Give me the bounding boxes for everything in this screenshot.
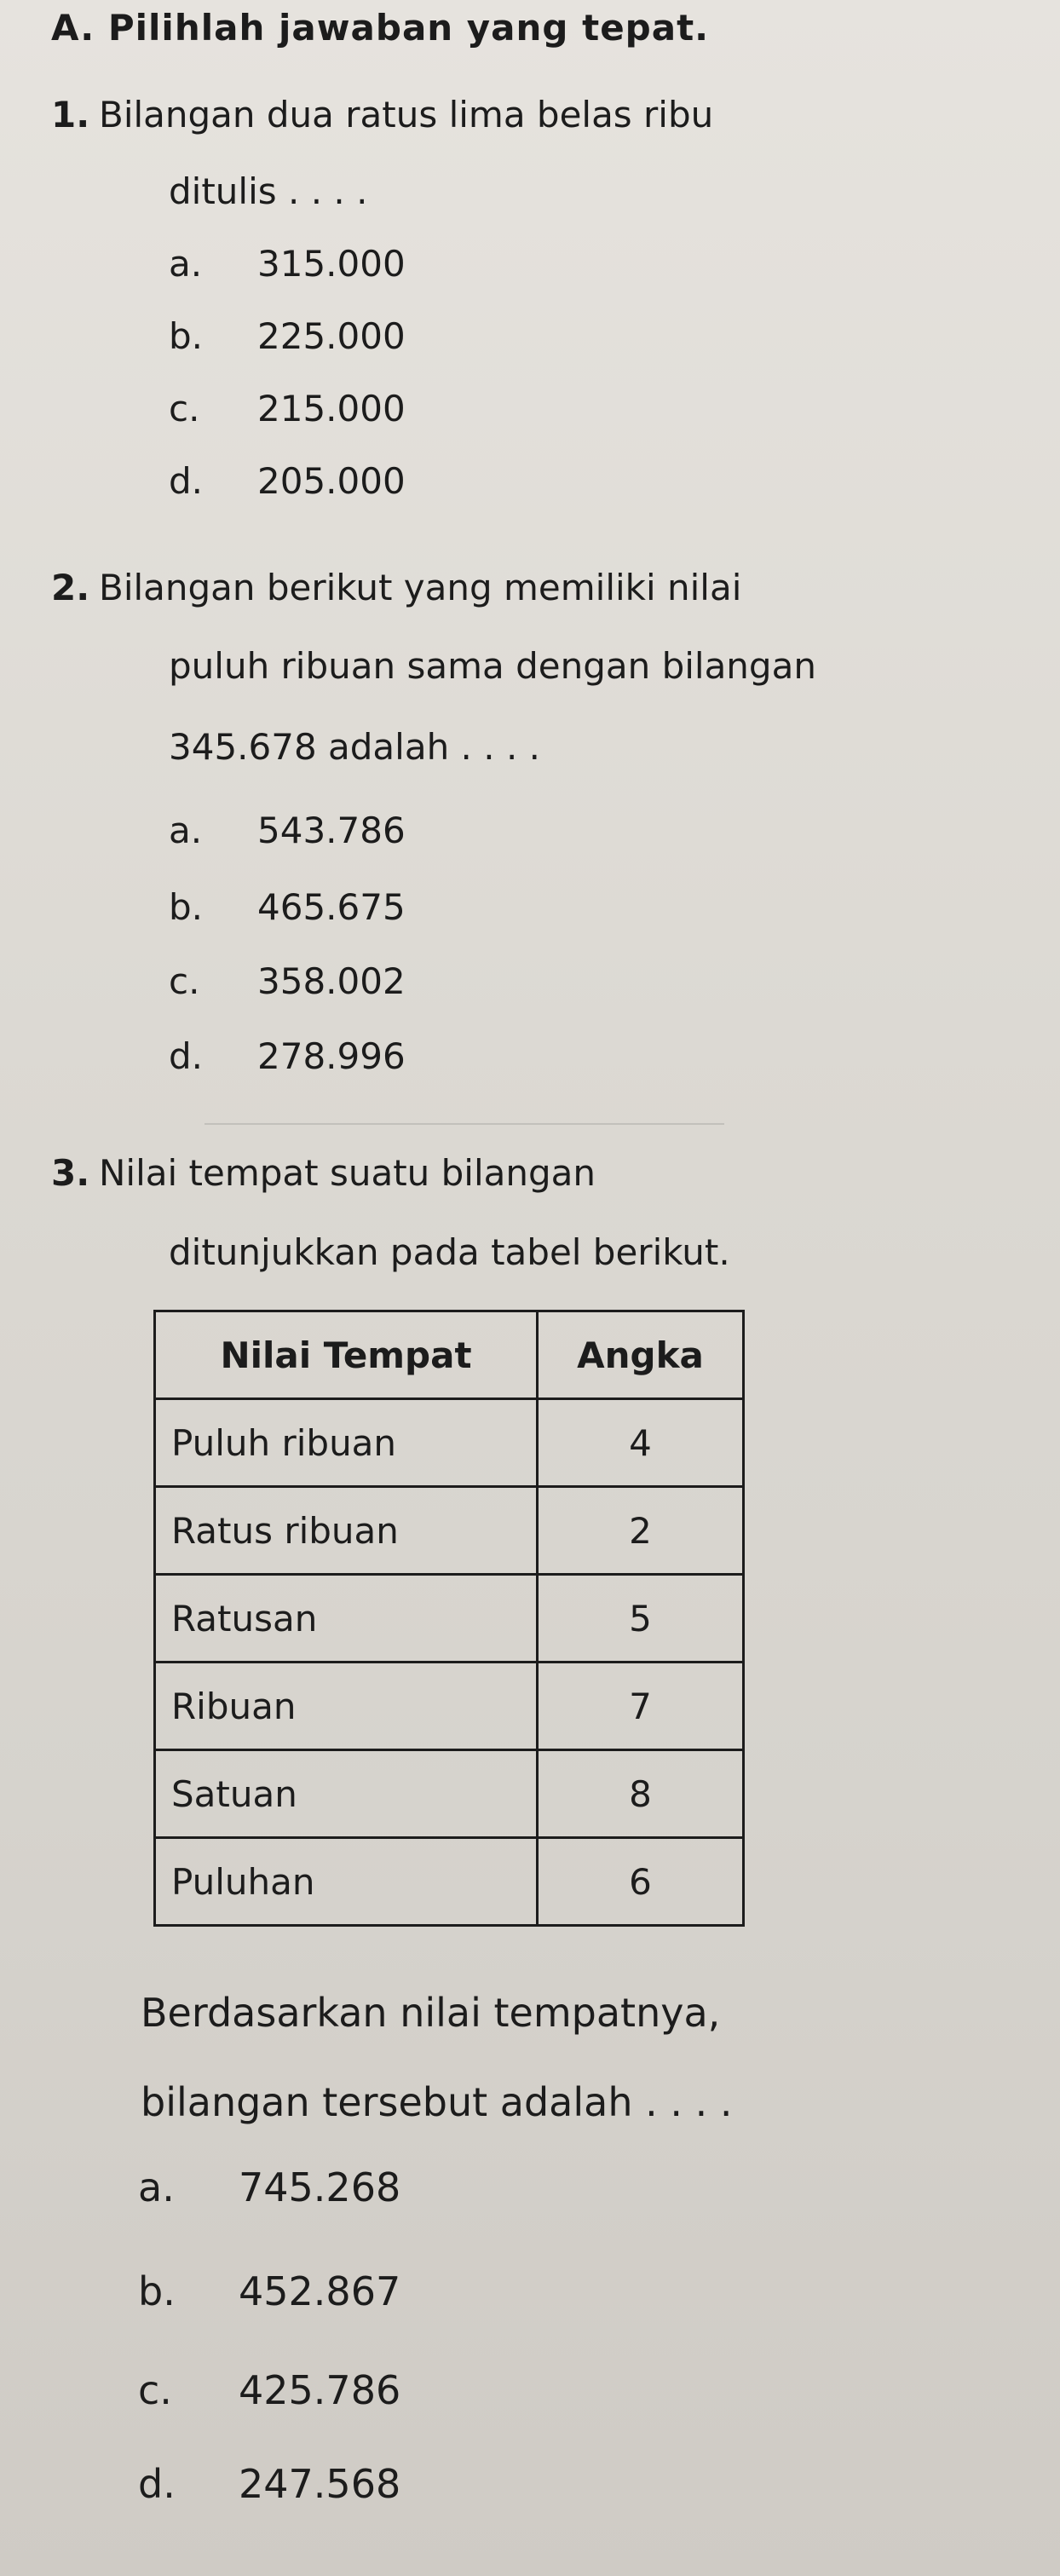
option-text: 543.786	[257, 810, 406, 851]
question-3-line-1	[51, 1152, 596, 1194]
question-3-line-4: bilangan tersebut adalah . . . .	[141, 2079, 733, 2125]
question-3-text-1: Nilai tempat suatu bilangan	[99, 1152, 596, 1194]
table-cell-digit: 7	[538, 1663, 744, 1750]
place-value-table	[153, 1310, 745, 1927]
option-letter: a.	[138, 2164, 175, 2210]
option-letter: c.	[138, 2367, 172, 2413]
question-3-option-a[interactable]	[138, 2164, 400, 2210]
table-row	[155, 1575, 744, 1663]
table-cell-place: Satuan	[155, 1750, 538, 1838]
table-cell-digit: 2	[538, 1487, 744, 1575]
option-text: 315.000	[257, 243, 406, 285]
table-row	[155, 1487, 744, 1575]
question-2-line-3: 345.678 adalah . . . .	[169, 726, 540, 768]
question-3-option-d[interactable]	[138, 2461, 400, 2507]
table-header-row	[155, 1311, 744, 1399]
table-row	[155, 1838, 744, 1926]
table-header-digit: Angka	[538, 1311, 744, 1399]
option-letter: a.	[169, 243, 203, 285]
option-text: 205.000	[257, 460, 406, 502]
question-2-option-c[interactable]	[169, 960, 406, 1002]
table-row	[155, 1750, 744, 1838]
table-cell-place: Puluhan	[155, 1838, 538, 1926]
table-cell-digit: 5	[538, 1575, 744, 1663]
question-1-line-1	[51, 94, 713, 135]
option-text: 358.002	[257, 960, 406, 1002]
question-1-option-d[interactable]	[169, 460, 406, 502]
option-text: 465.675	[257, 886, 406, 928]
option-letter: c.	[169, 388, 200, 429]
question-1-option-c[interactable]	[169, 388, 406, 429]
question-3-line-3: Berdasarkan nilai tempatnya,	[141, 1990, 721, 2036]
option-text: 745.268	[239, 2164, 401, 2210]
question-3-number: 3.	[51, 1152, 90, 1194]
option-text: 215.000	[257, 388, 406, 429]
option-letter: d.	[169, 460, 204, 502]
option-letter: c.	[169, 960, 200, 1002]
option-text: 425.786	[239, 2367, 401, 2413]
question-1-text-1: Bilangan dua ratus lima belas ribu	[99, 94, 714, 135]
option-letter: b.	[169, 886, 204, 928]
faint-divider	[205, 1123, 724, 1125]
question-2-option-a[interactable]	[169, 810, 406, 851]
question-1-number: 1.	[51, 94, 90, 135]
table-row	[155, 1663, 744, 1750]
section-title: A. Pilihlah jawaban yang tepat.	[51, 7, 710, 49]
question-2-line-2: puluh ribuan sama dengan bilangan	[169, 645, 816, 687]
option-text: 452.867	[239, 2268, 401, 2314]
question-2-option-d[interactable]	[169, 1035, 406, 1077]
option-letter: b.	[169, 315, 204, 357]
option-text: 278.996	[257, 1035, 406, 1077]
table-cell-place: Ribuan	[155, 1663, 538, 1750]
table-row	[155, 1399, 744, 1487]
option-text: 225.000	[257, 315, 406, 357]
question-2-text-1: Bilangan berikut yang memiliki nilai	[99, 567, 742, 608]
table-cell-place: Puluh ribuan	[155, 1399, 538, 1487]
option-letter: d.	[138, 2461, 176, 2507]
table-cell-digit: 6	[538, 1838, 744, 1926]
question-2-line-1	[51, 567, 741, 608]
question-3-line-2: ditunjukkan pada tabel berikut.	[169, 1231, 730, 1273]
question-2-number: 2.	[51, 567, 90, 608]
question-1-option-a[interactable]	[169, 243, 406, 285]
option-letter: b.	[138, 2268, 176, 2314]
question-1-option-b[interactable]	[169, 315, 406, 357]
table-cell-digit: 4	[538, 1399, 744, 1487]
option-letter: a.	[169, 810, 203, 851]
table-cell-digit: 8	[538, 1750, 744, 1838]
question-1-line-2: ditulis . . . .	[169, 170, 368, 212]
question-3-option-b[interactable]	[138, 2268, 400, 2314]
option-text: 247.568	[239, 2461, 401, 2507]
option-letter: d.	[169, 1035, 204, 1077]
question-2-option-b[interactable]	[169, 886, 406, 928]
table-cell-place: Ratusan	[155, 1575, 538, 1663]
table-cell-place: Ratus ribuan	[155, 1487, 538, 1575]
table-header-place-value: Nilai Tempat	[155, 1311, 538, 1399]
question-3-option-c[interactable]	[138, 2367, 400, 2413]
